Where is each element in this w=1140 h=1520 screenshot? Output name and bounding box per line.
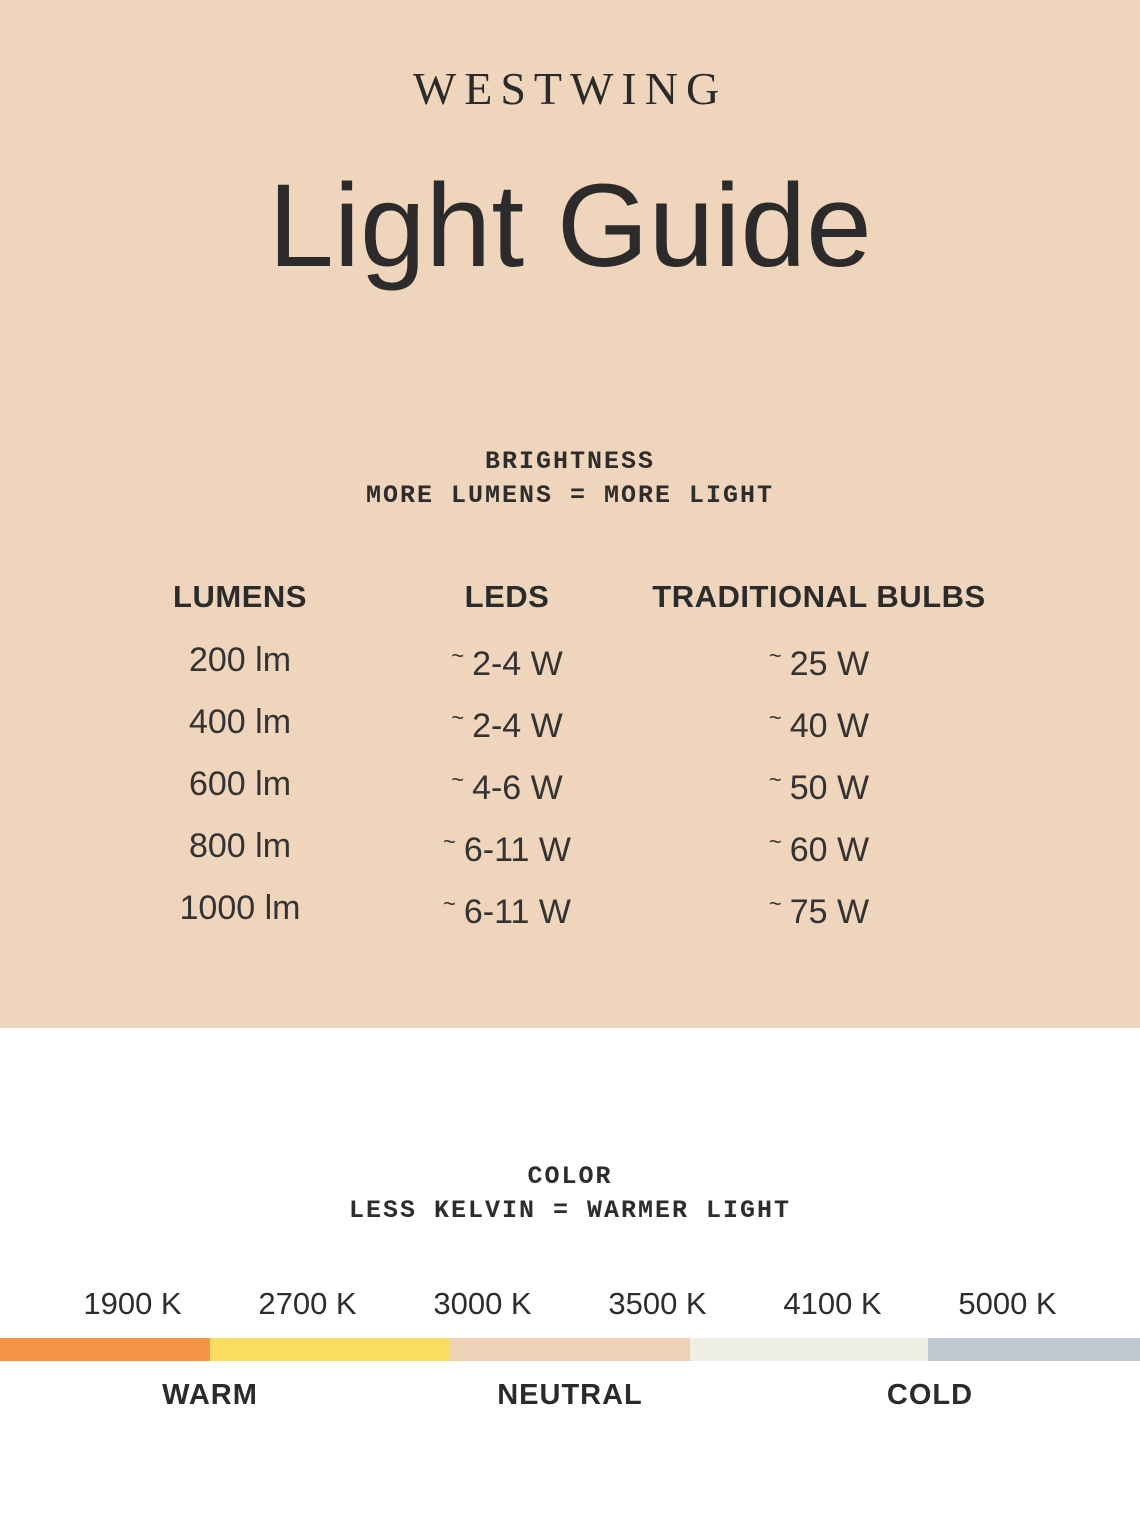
lumens-value: 600 lm	[188, 764, 292, 803]
kelvin-label-4100: 4100 K	[783, 1286, 882, 1321]
column-header-lumens: LUMENS	[173, 578, 307, 614]
approx-tilde: ~	[768, 890, 782, 916]
temp-label-warm: WARM	[162, 1379, 258, 1411]
kelvin-label-3500: 3500 K	[608, 1286, 707, 1321]
table-header-row	[118, 579, 986, 615]
leds-value: ~ 6-11 W	[362, 815, 652, 877]
approx-tilde: ~	[768, 766, 782, 792]
table-row	[118, 877, 986, 939]
brightness-subheading: MORE LUMENS = MORE LIGHT	[365, 480, 775, 510]
leds-value: ~ 6-11 W	[362, 877, 652, 939]
lumens-value: 1000 lm	[179, 888, 301, 927]
kelvin-segment-warm-orange	[0, 1338, 210, 1361]
leds-value: ~ 4-6 W	[362, 753, 652, 815]
traditional-value: ~ 50 W	[652, 753, 986, 815]
kelvin-label-1900: 1900 K	[83, 1286, 182, 1321]
kelvin-label-2700: 2700 K	[258, 1286, 357, 1321]
temperature-labels-row	[0, 1379, 1140, 1412]
temp-label-neutral: NEUTRAL	[497, 1379, 643, 1411]
approx-tilde: ~	[768, 828, 782, 854]
kelvin-segment-neutral-tan	[450, 1338, 690, 1361]
lumens-value: 800 lm	[188, 826, 292, 865]
color-heading: COLOR	[527, 1162, 613, 1191]
traditional-value: ~ 75 W	[652, 877, 986, 939]
approx-tilde: ~	[443, 828, 456, 854]
column-header-leds: LEDS	[464, 578, 550, 614]
approx-tilde: ~	[451, 642, 465, 668]
temp-label-cold: COLD	[886, 1379, 974, 1411]
approx-tilde: ~	[443, 890, 456, 916]
brightness-heading: BRIGHTNESS	[484, 446, 656, 476]
lumens-value: 400 lm	[188, 702, 292, 741]
approx-tilde: ~	[451, 704, 465, 730]
lumens-value: 200 lm	[188, 640, 292, 679]
color-panel	[0, 1028, 1140, 1520]
kelvin-segment-warm-yellow	[210, 1338, 450, 1361]
leds-value: ~ 2-4 W	[362, 691, 652, 753]
kelvin-segment-neutral-cream	[690, 1338, 928, 1361]
table-row	[118, 815, 986, 877]
kelvin-scale-bar	[0, 1338, 1140, 1361]
leds-value: ~ 2-4 W	[362, 629, 652, 691]
table-body	[118, 629, 986, 939]
table-row	[118, 629, 986, 691]
kelvin-label-5000: 5000 K	[958, 1286, 1057, 1321]
traditional-value: ~ 60 W	[652, 815, 986, 877]
approx-tilde: ~	[768, 642, 782, 668]
approx-tilde: ~	[451, 766, 465, 792]
color-subheading: LESS KELVIN = WARMER LIGHT	[348, 1196, 792, 1225]
table-row	[118, 753, 986, 815]
approx-tilde: ~	[768, 704, 782, 730]
kelvin-label-3000: 3000 K	[433, 1286, 532, 1321]
brand-logo: WESTWING	[412, 63, 728, 114]
column-header-traditional-bulbs: TRADITIONAL BULBS	[652, 578, 986, 614]
brightness-heading-block	[0, 445, 1140, 513]
table-row	[118, 691, 986, 753]
lumens-table	[118, 579, 986, 939]
traditional-value: ~ 40 W	[652, 691, 986, 753]
kelvin-segment-cold-gray-blue	[928, 1338, 1140, 1361]
page-title: Light Guide	[268, 160, 872, 292]
traditional-value: ~ 25 W	[652, 629, 986, 691]
kelvin-labels-row	[0, 1286, 1140, 1322]
color-heading-block	[0, 1028, 1140, 1228]
